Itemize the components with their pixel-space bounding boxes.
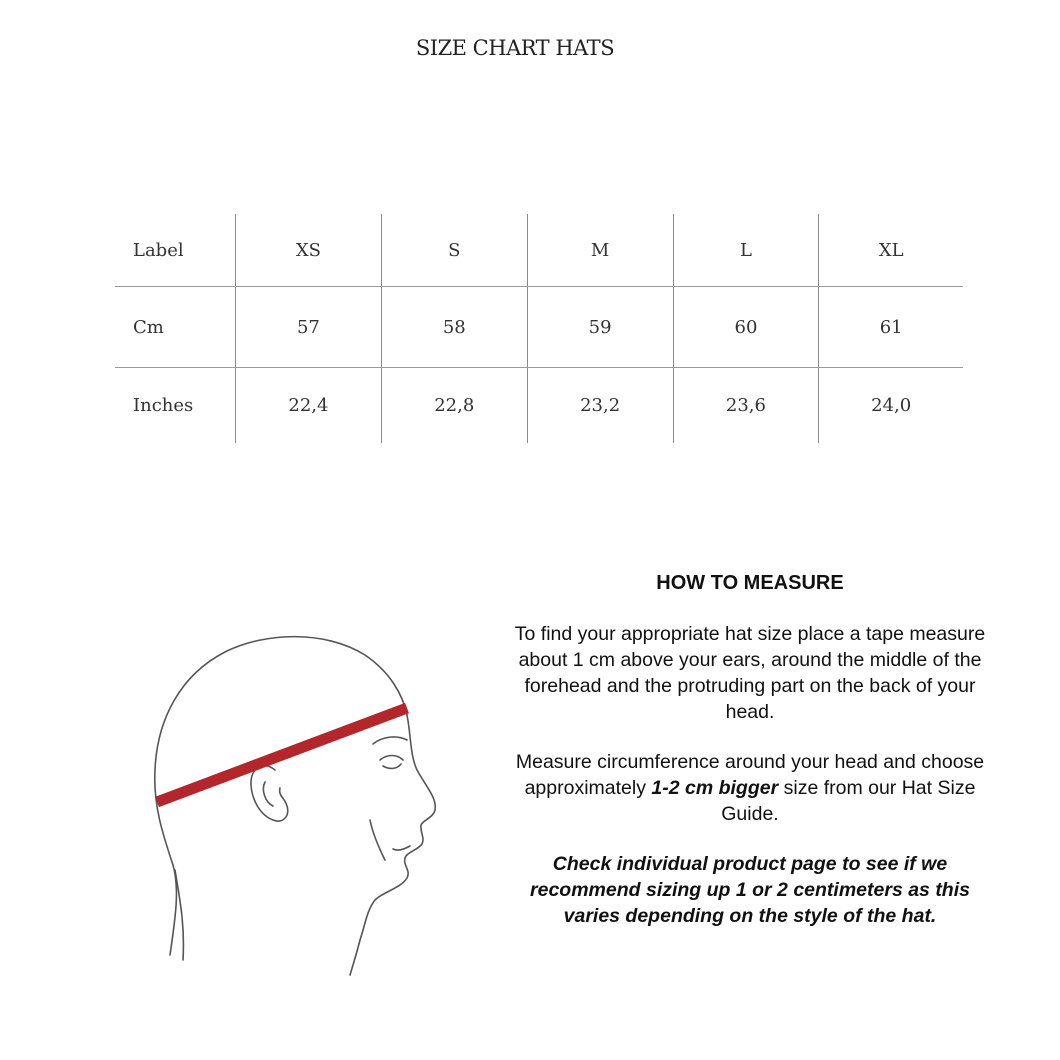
table-cell: 24,0 bbox=[819, 368, 963, 444]
size-up-emphasis: 1-2 cm bigger bbox=[651, 777, 779, 799]
table-cell: 23,6 bbox=[673, 368, 819, 444]
measure-advice-text-end: size from our Hat Size Guide. bbox=[721, 777, 976, 825]
header-cell-s: S bbox=[381, 214, 527, 287]
table-row-inches bbox=[115, 368, 963, 444]
how-to-measure-section bbox=[500, 568, 1000, 953]
table-header-row bbox=[115, 214, 963, 287]
how-to-measure-heading: HOW TO MEASURE bbox=[656, 572, 844, 594]
measure-advice-text: Measure circumference around your head and choose approximately bbox=[515, 751, 985, 799]
table-cell: 58 bbox=[381, 287, 527, 368]
size-chart-table bbox=[115, 214, 963, 443]
product-page-note: Check individual product page to see if we recommend sizing up 1 or 2 centimeters as this varies depending on the style of the hat. bbox=[530, 853, 970, 927]
header-cell-m: M bbox=[527, 214, 673, 287]
table-cell: 57 bbox=[236, 287, 382, 368]
page-title: SIZE CHART HATS bbox=[415, 36, 615, 60]
table-cell: 61 bbox=[819, 287, 963, 368]
head-profile-icon bbox=[135, 620, 465, 980]
header-cell-l: L bbox=[673, 214, 819, 287]
measure-advice bbox=[500, 749, 1000, 827]
measure-instructions: To find your appropriate hat size place a tape measure about 1 cm above your ears, around the middle of the forehead and the protruding part on the back of your head. bbox=[514, 623, 986, 723]
table-cell: 60 bbox=[673, 287, 819, 368]
measuring-tape bbox=[157, 708, 407, 802]
row-label-inches: Inches bbox=[133, 395, 194, 416]
table-row-cm bbox=[115, 287, 963, 368]
header-cell-label: Label bbox=[115, 214, 236, 287]
row-label-cm: Cm bbox=[115, 287, 236, 368]
header-cell-xs: XS bbox=[236, 214, 382, 287]
table-cell: 22,4 bbox=[236, 368, 382, 444]
table-cell: 59 bbox=[527, 287, 673, 368]
table-cell: 23,2 bbox=[527, 368, 673, 444]
head-measure-illustration bbox=[135, 620, 465, 980]
table-cell: 22,8 bbox=[381, 368, 527, 444]
header-cell-xl: XL bbox=[819, 214, 963, 287]
